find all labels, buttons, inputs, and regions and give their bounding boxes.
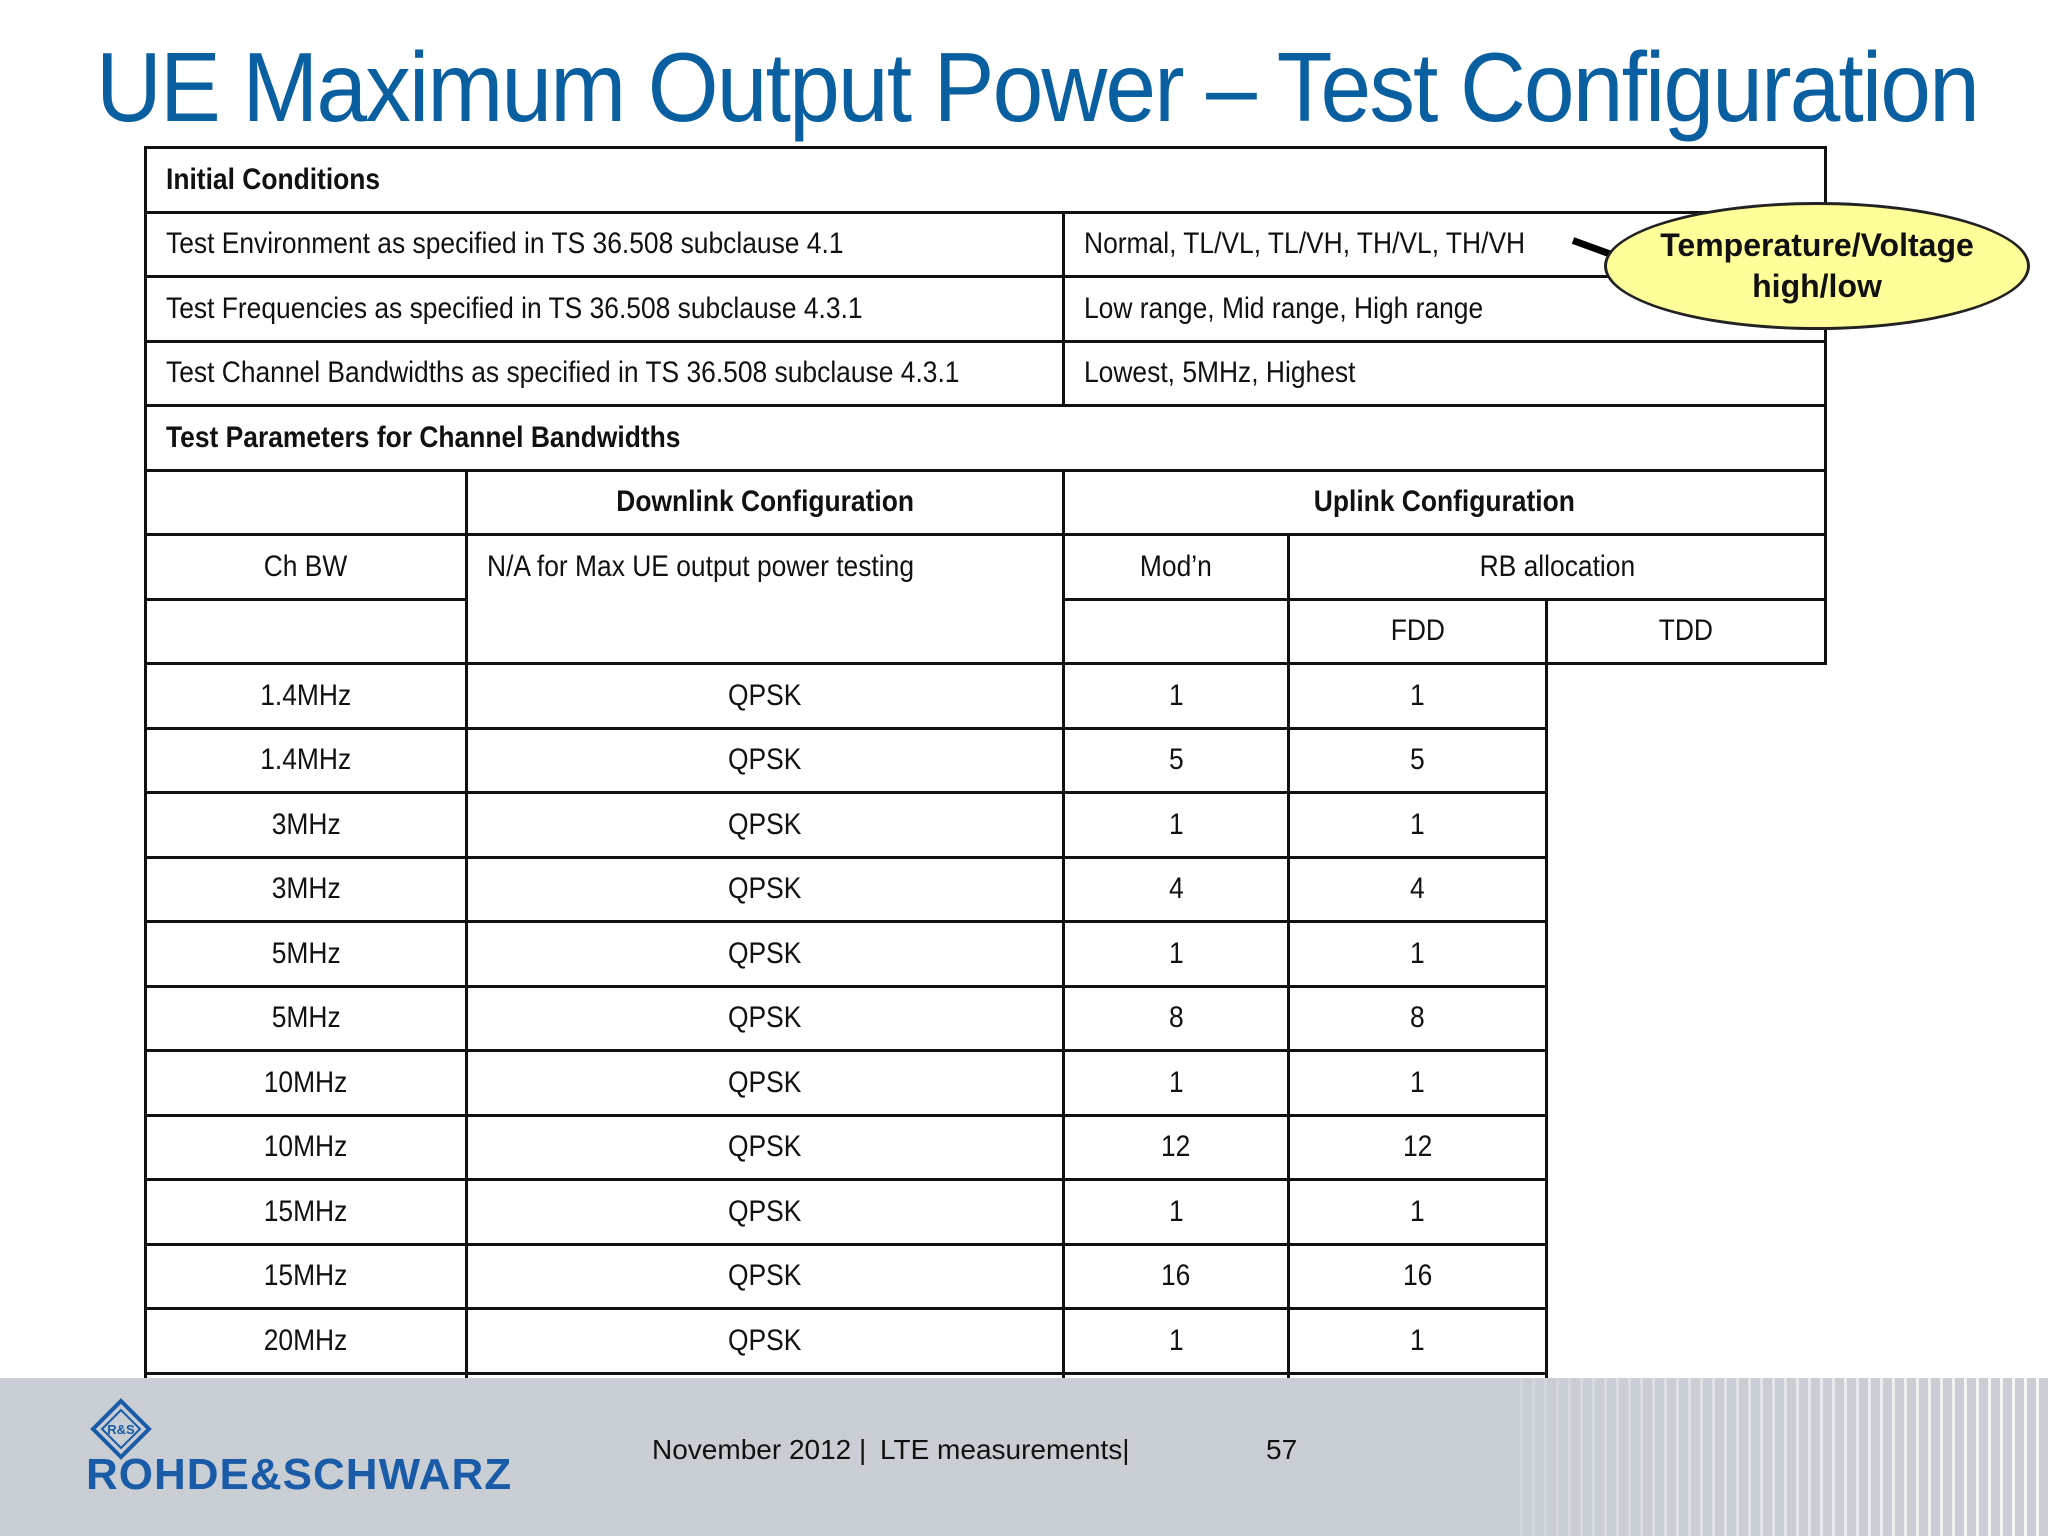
ch-bw-cell: 3MHz — [146, 857, 467, 922]
callout-line-1: Temperature/Voltage — [1660, 227, 1974, 264]
tdd-header: TDD — [1547, 599, 1826, 664]
uplink-configuration-header: Uplink Configuration — [1064, 470, 1826, 535]
ch-bw-cell: 5MHz — [146, 986, 467, 1051]
fdd-rb-cell: 1 — [1064, 1180, 1289, 1245]
tdd-rb-cell: 4 — [1289, 857, 1547, 922]
modulation-header: Mod’n — [1064, 535, 1289, 600]
rb-allocation-header: RB allocation — [1289, 535, 1826, 600]
modulation-cell: QPSK — [467, 664, 1064, 729]
fdd-rb-cell: 12 — [1064, 1115, 1289, 1180]
table-row — [146, 922, 1826, 987]
page-number: 57 — [1266, 1434, 1298, 1465]
table-row — [146, 1180, 1826, 1245]
modulation-cell: QPSK — [467, 922, 1064, 987]
ch-bw-cell: 1.4MHz — [146, 664, 467, 729]
callout-line-2: high/low — [1752, 268, 1882, 304]
table-row — [146, 1115, 1826, 1180]
ch-bw-cell: 10MHz — [146, 1051, 467, 1116]
fdd-rb-cell: 1 — [1064, 793, 1289, 858]
table-row — [146, 857, 1826, 922]
ch-bw-cell: 20MHz — [146, 1309, 467, 1374]
empty-cell — [146, 599, 467, 664]
table-row — [146, 986, 1826, 1051]
footer-date: November 2012 | — [652, 1434, 867, 1465]
tdd-rb-cell: 1 — [1289, 1051, 1547, 1116]
fdd-rb-cell: 16 — [1064, 1244, 1289, 1309]
condition-label: Test Environment as specified in TS 36.508 subclause 4.1 — [146, 212, 1064, 277]
svg-text:R&S: R&S — [107, 1422, 135, 1437]
fdd-rb-cell: 1 — [1064, 1051, 1289, 1116]
fdd-rb-cell: 1 — [1064, 1309, 1289, 1374]
condition-value: Normal, TL/VL, TL/VH, TH/VL, TH/VH — [1064, 212, 1826, 277]
table-row — [146, 1309, 1826, 1374]
table-row — [146, 1051, 1826, 1116]
configuration-header-row — [146, 470, 1826, 535]
modulation-cell: QPSK — [467, 986, 1064, 1051]
ch-bw-cell: 1.4MHz — [146, 728, 467, 793]
table-row — [146, 793, 1826, 858]
modulation-cell: QPSK — [467, 793, 1064, 858]
condition-label: Test Channel Bandwidths as specified in TS 36.508 subclause 4.3.1 — [146, 341, 1064, 406]
ch-bw-cell: 15MHz — [146, 1244, 467, 1309]
fdd-rb-cell: 4 — [1064, 857, 1289, 922]
test-configuration-table — [144, 146, 1827, 1439]
footer-stripes — [1520, 1378, 2048, 1536]
initial-conditions-heading: Initial Conditions — [146, 148, 1826, 213]
modulation-cell: QPSK — [467, 1051, 1064, 1116]
fdd-header: FDD — [1289, 599, 1547, 664]
test-parameters-heading-row — [146, 406, 1826, 471]
modulation-cell: QPSK — [467, 857, 1064, 922]
condition-value: Lowest, 5MHz, Highest — [1064, 341, 1826, 406]
fdd-rb-cell: 1 — [1064, 922, 1289, 987]
tdd-rb-cell: 1 — [1289, 793, 1547, 858]
ch-bw-cell: 3MHz — [146, 793, 467, 858]
modulation-cell: QPSK — [467, 1180, 1064, 1245]
tdd-rb-cell: 1 — [1289, 922, 1547, 987]
initial-conditions-heading-row — [146, 148, 1826, 213]
table-row — [146, 1244, 1826, 1309]
downlink-note: N/A for Max UE output power testing — [467, 535, 1064, 664]
tdd-rb-cell: 1 — [1289, 1180, 1547, 1245]
fdd-rb-cell: 5 — [1064, 728, 1289, 793]
tdd-rb-cell: 8 — [1289, 986, 1547, 1051]
modulation-cell: QPSK — [467, 728, 1064, 793]
parameter-rows — [146, 664, 1826, 1438]
tdd-rb-cell: 1 — [1289, 664, 1547, 729]
fdd-rb-cell: 8 — [1064, 986, 1289, 1051]
test-parameters-heading: Test Parameters for Channel Bandwidths — [146, 406, 1826, 471]
condition-value: Low range, Mid range, High range — [1064, 277, 1826, 342]
downlink-configuration-header: Downlink Configuration — [467, 470, 1064, 535]
slide-title: UE Maximum Output Power – Test Configuration — [96, 32, 1978, 142]
fdd-rb-cell: 1 — [1064, 664, 1289, 729]
condition-label: Test Frequencies as specified in TS 36.508 subclause 4.3.1 — [146, 277, 1064, 342]
footer-topic: LTE measurements| — [880, 1434, 1130, 1465]
ch-bw-cell: 10MHz — [146, 1115, 467, 1180]
temperature-voltage-callout — [1604, 202, 2030, 330]
tdd-rb-cell: 1 — [1289, 1309, 1547, 1374]
modulation-cell: QPSK — [467, 1115, 1064, 1180]
table-row — [146, 728, 1826, 793]
table-row — [146, 664, 1826, 729]
ch-bw-cell: 5MHz — [146, 922, 467, 987]
modulation-cell: QPSK — [467, 1244, 1064, 1309]
rohde-schwarz-logo — [86, 1398, 546, 1498]
initial-condition-row — [146, 341, 1826, 406]
modulation-cell: QPSK — [467, 1309, 1064, 1374]
tdd-rb-cell: 16 — [1289, 1244, 1547, 1309]
tdd-rb-cell: 12 — [1289, 1115, 1547, 1180]
tdd-rb-cell: 5 — [1289, 728, 1547, 793]
ch-bw-header: Ch BW — [146, 535, 467, 600]
empty-cell — [146, 470, 467, 535]
initial-condition-row — [146, 277, 1826, 342]
parameter-label-row — [146, 535, 1826, 600]
logo-wordmark: ROHDE&SCHWARZ — [86, 1450, 513, 1499]
ch-bw-cell: 15MHz — [146, 1180, 467, 1245]
empty-cell — [1064, 599, 1289, 664]
